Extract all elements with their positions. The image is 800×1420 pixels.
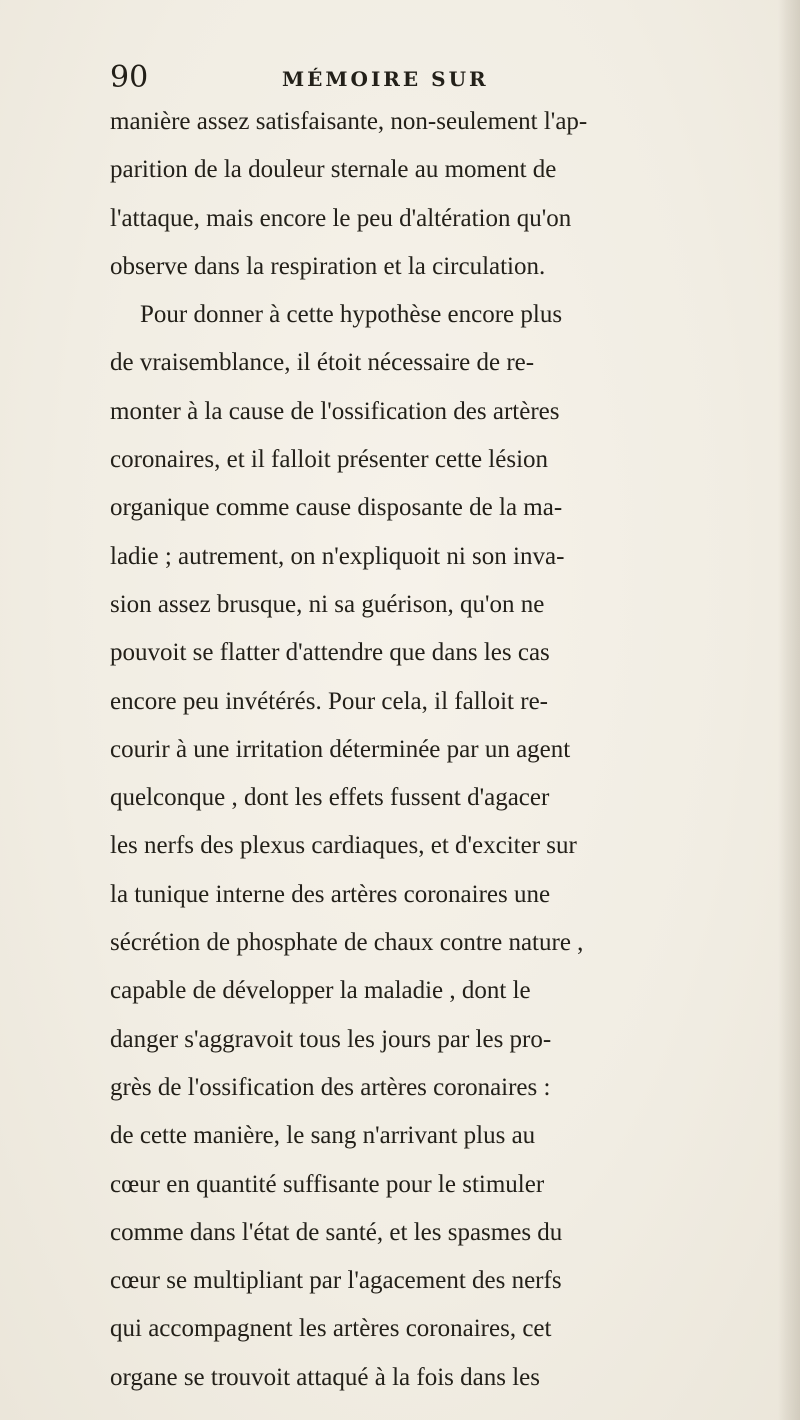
text-line: observe dans la respiration et la circulation. (110, 252, 546, 280)
text-line: grès de l'ossification des artères coronaires : (110, 1073, 551, 1101)
text-line: cœur se multipliant par l'agacement des nerfs (110, 1267, 562, 1295)
text-line: coronaires, et il falloit présenter cette lésion (110, 446, 549, 474)
text-line: cœur en quantité suffisante pour le stimuler (110, 1170, 545, 1198)
text-line: de cette manière, le sang n'arrivant plus au (110, 1122, 536, 1150)
text-line: courir à une irritation déterminée par un agent (110, 735, 571, 763)
text-line: les nerfs des plexus cardiaques, et d'exciter sur (110, 832, 577, 860)
text-line: manière assez satisfaisante, non-seulement l'ap- (110, 108, 588, 135)
text-line: monter à la cause de l'ossification des artères (110, 397, 560, 425)
text-line: danger s'aggravoit tous les jours par les pro- (110, 1025, 552, 1053)
text-line: de vraisemblance, il étoit nécessaire de re- (110, 349, 535, 377)
text-line: Pour donner à cette hypothèse encore plus (140, 301, 563, 329)
running-head: MÉMOIRE SUR (282, 67, 489, 91)
page-header (110, 58, 670, 98)
text-line: encore peu invétérés. Pour cela, il falloit re- (110, 687, 549, 715)
text-line: parition de la douleur sternale au moment de (110, 156, 557, 184)
body-text (110, 98, 750, 1402)
text-line: la tunique interne des artères coronaires une (110, 880, 551, 908)
text-line: pouvoit se flatter d'attendre que dans les cas (110, 639, 550, 667)
text-line: sion assez brusque, ni sa guérison, qu'on ne (110, 590, 545, 618)
text-line: quelconque , dont les effets fussent d'agacer (110, 784, 550, 812)
text-line: ladie ; autrement, on n'expliquoit ni son inva- (110, 542, 565, 570)
page-gutter-shadow (778, 0, 800, 1420)
page-number: 90 (110, 60, 149, 95)
text-line: qui accompagnent les artères coronaires, cet (110, 1315, 552, 1343)
text-line: capable de développer la maladie , dont le (110, 977, 531, 1005)
text-line: sécrétion de phosphate de chaux contre nature , (110, 929, 584, 957)
text-line: comme dans l'état de santé, et les spasmes du (110, 1218, 563, 1246)
text-line: l'attaque, mais encore le peu d'altération qu'on (110, 204, 572, 232)
text-line: organique comme cause disposante de la ma- (110, 494, 563, 522)
text-line: organe se trouvoit attaqué à la fois dans les (110, 1363, 540, 1391)
